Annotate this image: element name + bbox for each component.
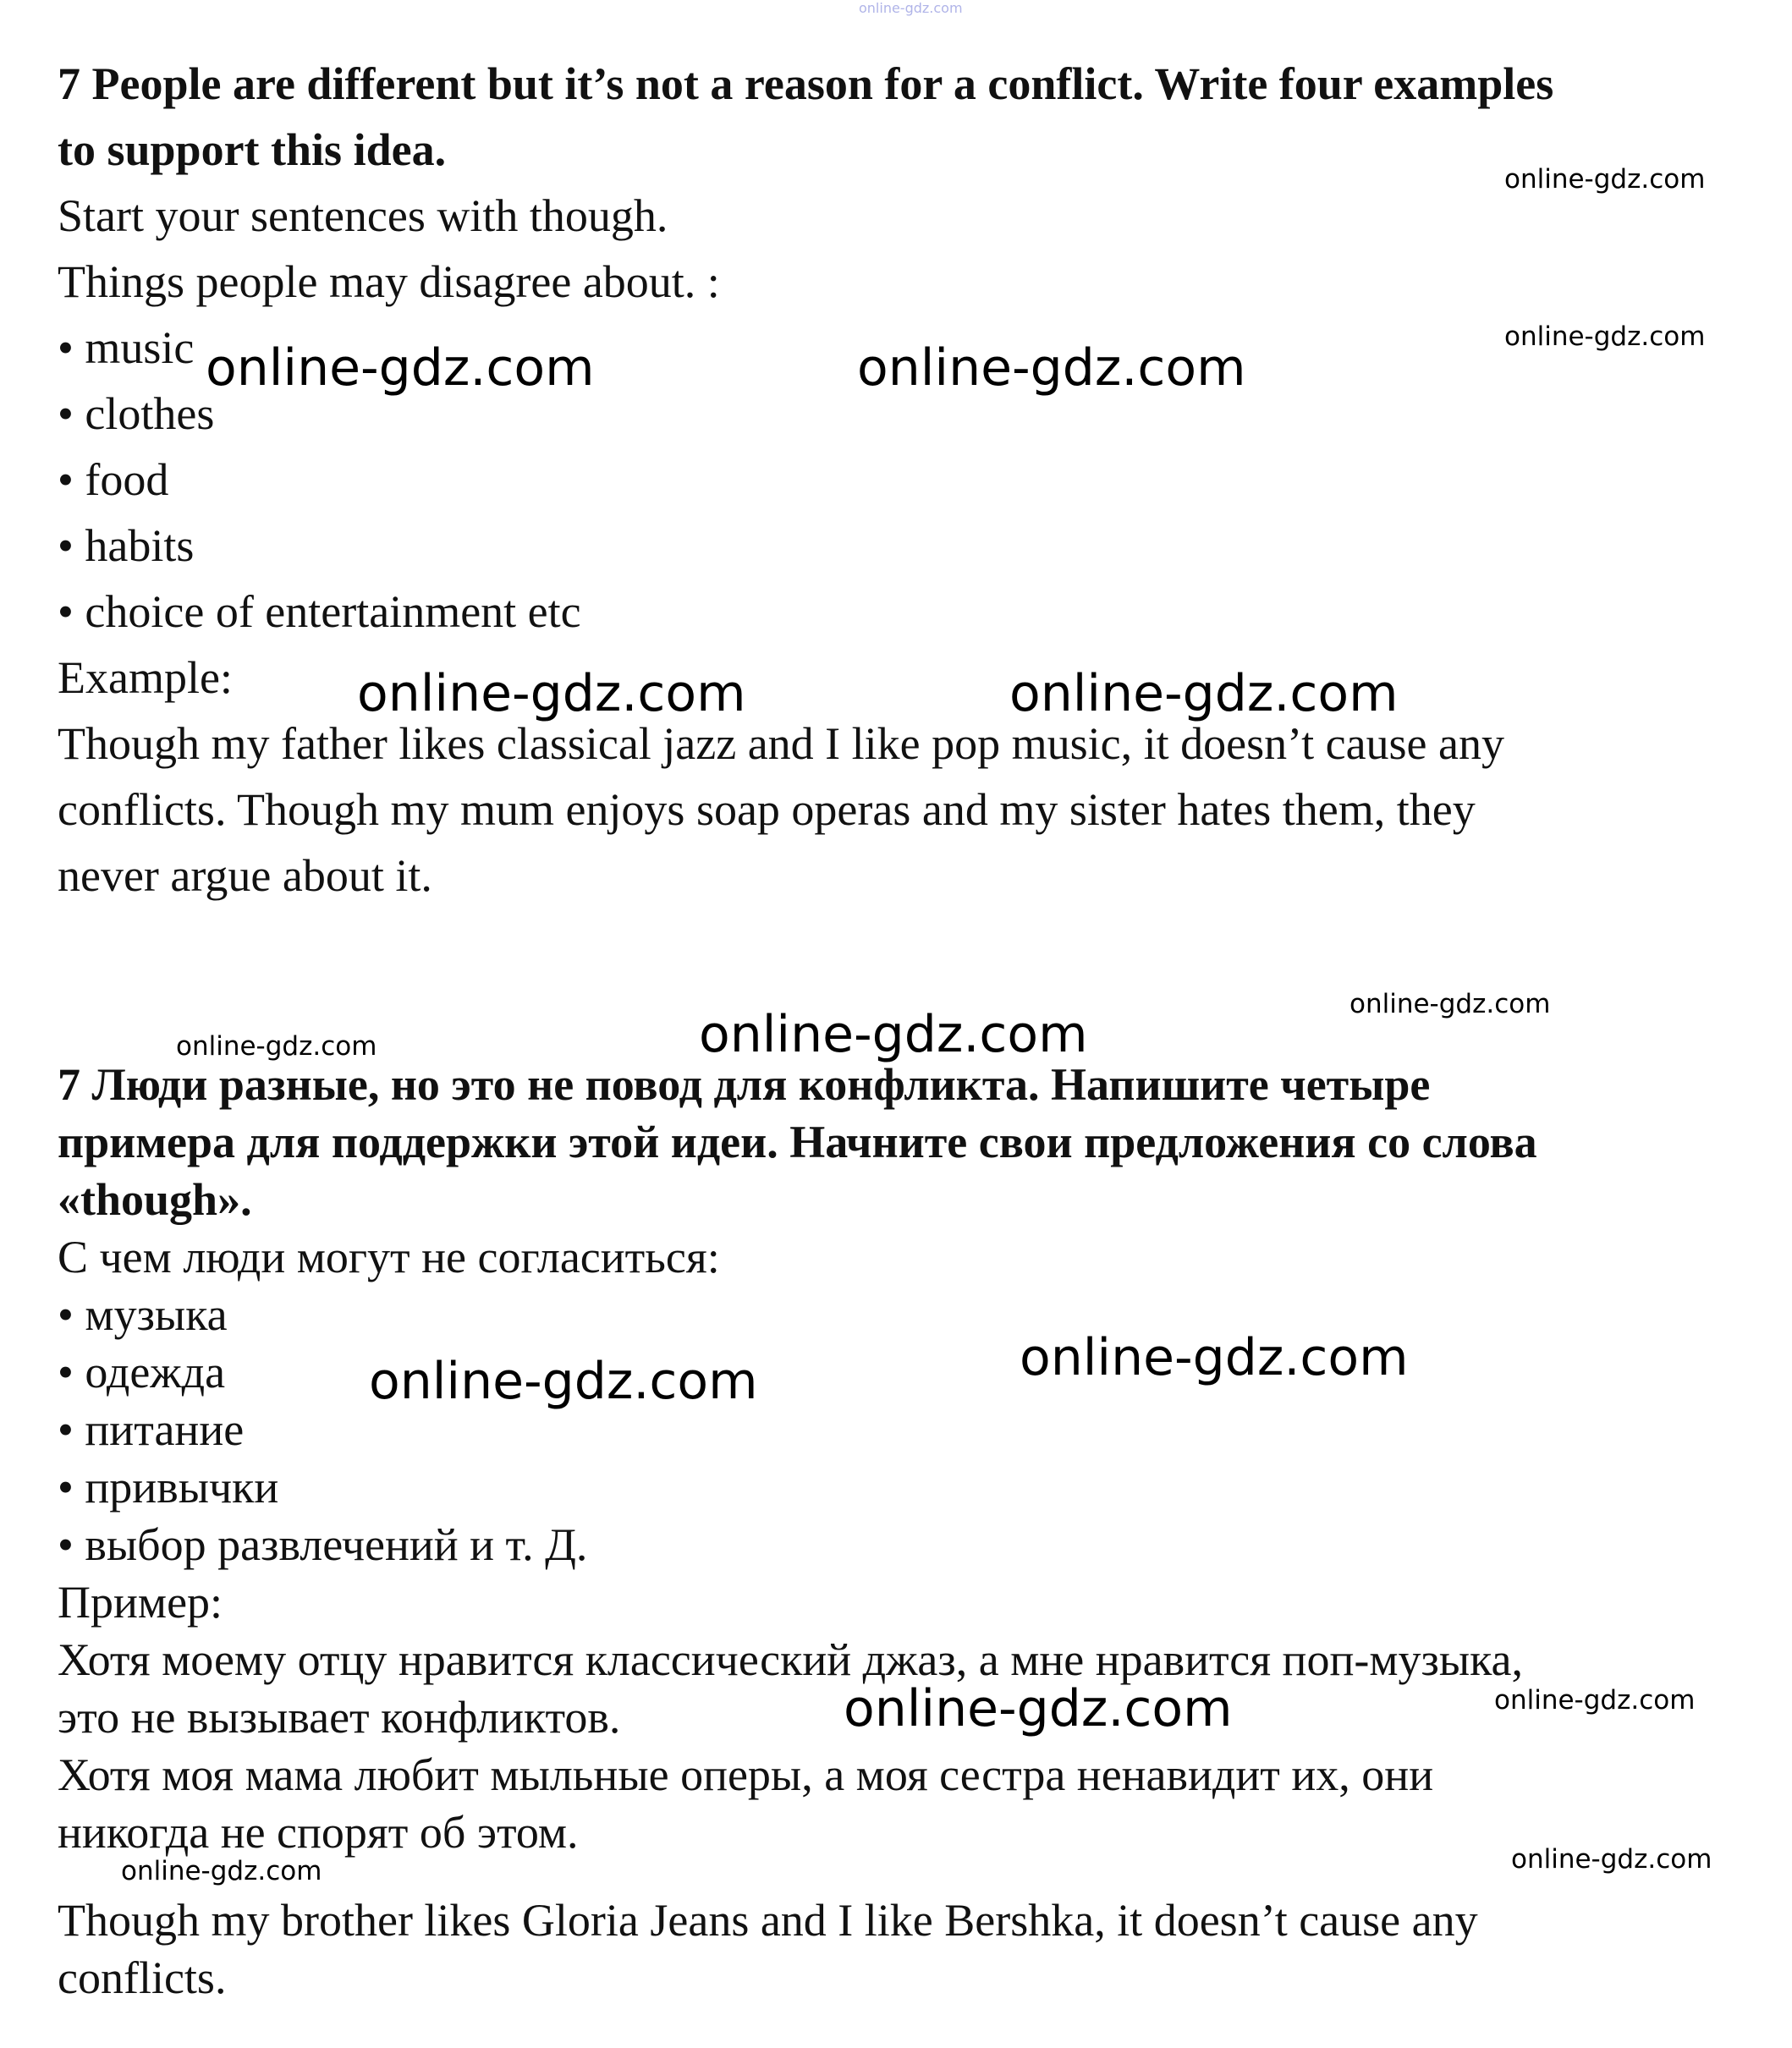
russian-example-line: Хотя моя мама любит мыльные оперы, а моя сестра ненавидит их, они [58, 1749, 1434, 1800]
english-topic-item: • food [58, 457, 168, 502]
russian-topic-item: • питание [58, 1407, 244, 1452]
english-topic-item: • choice of entertainment etc [58, 589, 581, 634]
russian-topics-title: С чем люди могут не согласиться: [58, 1232, 720, 1282]
russian-topic-item: • музыка [58, 1292, 228, 1337]
watermark: online-gdz.com [369, 1352, 758, 1411]
watermark: online-gdz.com [206, 338, 595, 398]
watermark: online-gdz.com [1504, 164, 1706, 195]
english-instruction: Start your sentences with though. [58, 190, 668, 241]
watermark: online-gdz.com [357, 664, 746, 723]
watermark: online-gdz.com [121, 1856, 322, 1886]
answer-line: conflicts. [58, 1952, 227, 2003]
russian-heading-line: «though». [58, 1174, 252, 1225]
answer-line: Though my brother likes Gloria Jeans and I like Bershka, it doesn’t cause any [58, 1895, 1478, 1946]
english-example-line: conflicts. Though my mum enjoys soap operas and my sister hates them, they [58, 784, 1476, 835]
english-example-line: Though my father likes classical jazz and I like pop music, it doesn’t cause any [58, 718, 1504, 769]
english-heading-line-2: to support this idea. [58, 124, 447, 175]
russian-example-label: Пример: [58, 1577, 223, 1628]
english-heading-line-1: 7 People are different but it’s not a reason for a conflict. Write four examples [58, 58, 1554, 109]
english-topics-title: Things people may disagree about. : [58, 256, 720, 307]
watermark: online-gdz.com [176, 1031, 377, 1062]
watermark: online-gdz.com [1511, 1844, 1712, 1875]
english-topic-item: • habits [58, 523, 194, 568]
watermark: online-gdz.com [1504, 321, 1706, 352]
russian-example-line: это не вызывает конфликтов. [58, 1692, 621, 1743]
watermark: online-gdz.com [699, 1005, 1088, 1064]
english-topic-item: • music [58, 325, 194, 371]
english-example-line: never argue about it. [58, 850, 432, 901]
watermark: online-gdz.com [1020, 1328, 1409, 1387]
russian-example-line: никогда не спорят об этом. [58, 1807, 579, 1858]
watermark: online-gdz.com [857, 338, 1246, 398]
watermark: online-gdz.com [1009, 664, 1399, 723]
russian-topic-item: • одежда [58, 1349, 225, 1395]
watermark: online-gdz.com [1494, 1685, 1696, 1716]
watermark: online-gdz.com [859, 0, 963, 16]
english-example-label: Example: [58, 652, 233, 703]
russian-topic-item: • выбор развлечений и т. Д. [58, 1522, 587, 1568]
russian-heading-line: примера для поддержки этой идеи. Начните свои предложения со слова [58, 1117, 1537, 1167]
watermark: online-gdz.com [844, 1679, 1233, 1738]
russian-example-line: Хотя моему отцу нравится классический джаз, а мне нравится поп-музыка, [58, 1634, 1524, 1685]
russian-heading-line: 7 Люди разные, но это не повод для конфликта. Напишите четыре [58, 1059, 1431, 1110]
watermark: online-gdz.com [1349, 989, 1551, 1019]
russian-topic-item: • привычки [58, 1464, 278, 1510]
english-topic-item: • clothes [58, 391, 214, 437]
